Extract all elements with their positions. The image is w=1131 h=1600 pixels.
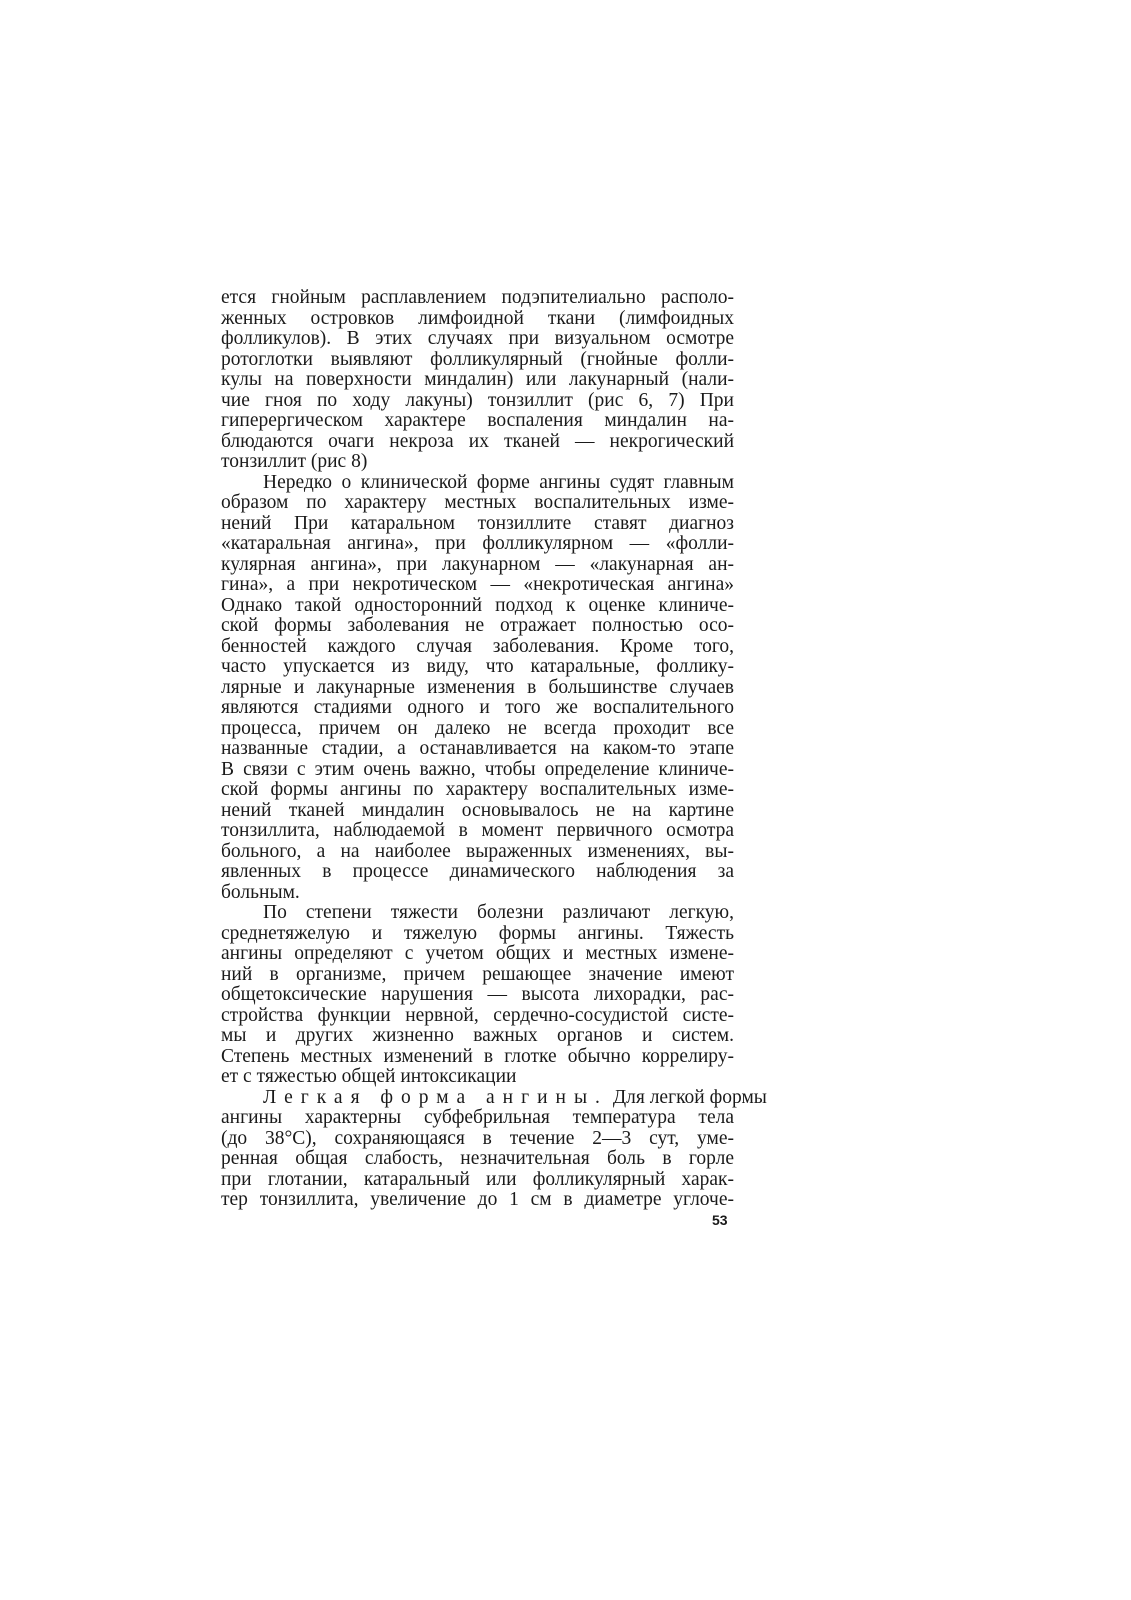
text-line: ской формы ангины по характеру воспалительных изме- <box>221 779 734 800</box>
text-line: явленных в процессе динамического наблюдения за <box>221 861 734 882</box>
text-line: ангины определяют с учетом общих и местных измене- <box>221 943 734 964</box>
text-line: ется гнойным расплавлением подэпителиально располо- <box>221 287 734 308</box>
paragraph <box>221 473 734 904</box>
text-line: являются стадиями одного и того же воспалительного <box>221 697 734 718</box>
text-line: Степень местных изменений в глотке обычно коррелиру- <box>221 1045 734 1067</box>
text-line: Однако такой односторонний подход к оценке клиниче- <box>221 594 734 616</box>
text-line: чие гноя по ходу лакуны) тонзиллит (рис 6, 7) При <box>221 389 734 411</box>
text-line: мы и других жизненно важных органов и систем. <box>221 1025 734 1046</box>
text-line: бенностей каждого случая заболевания. Кроме того, <box>221 635 734 657</box>
text-line: больного, а на наиболее выраженных изменениях, вы- <box>221 840 734 862</box>
text-line: названные стадии, а останавливается на каком-то этапе <box>221 738 734 759</box>
text-line: тер тонзиллита, увеличение до 1 см в диаметре углоче- <box>221 1189 734 1210</box>
text-line: Нередко о клинической форме ангины судят главным <box>263 471 734 493</box>
text-line: (до 38°С), сохраняющаяся в течение 2—3 сут, уме- <box>221 1127 734 1149</box>
text-line: тонзиллит (рис 8) <box>221 451 368 472</box>
paragraph <box>221 288 734 473</box>
text-line: ний в организме, причем решающее значение имеют <box>221 963 734 985</box>
text-line: кулы на поверхности миндалин) или лакунарный (нали- <box>221 369 734 390</box>
text-line: По степени тяжести болезни различают легкую, <box>263 902 734 923</box>
text-line: стройства функции нервной, сердечно-сосудистой систе- <box>221 1004 734 1026</box>
section-heading-spaced: Легкая форма ангины. <box>263 1086 608 1108</box>
text-line: кулярная ангина», при лакунарном — «лакунарная ан- <box>221 553 734 575</box>
text-line: общетоксические нарушения — высота лихорадки, рас- <box>221 984 734 1005</box>
paragraph-light-form <box>221 1086 767 1211</box>
text-line: «катаральная ангина», при фолликулярном — «фолли- <box>221 533 734 554</box>
text-line: фолликулов). В этих случаях при визуальном осмотре <box>221 328 734 349</box>
text-line: нений При катаральном тонзиллите ставят диагноз <box>221 512 734 534</box>
text-line: гина», а при некротическом — «некротическая ангина» <box>221 574 734 595</box>
text-line: лярные и лакунарные изменения в большинстве случаев <box>221 676 734 698</box>
text-line: больным. <box>221 881 300 903</box>
text-line: тонзиллита, наблюдаемой в момент первичного осмотра <box>221 820 734 841</box>
text-line: ангины характерны субфебрильная температура тела <box>221 1107 734 1128</box>
text-line: В связи с этим очень важно, чтобы определение клиниче- <box>221 758 734 780</box>
text-line: при глотании, катаральный или фолликулярный харак- <box>221 1168 734 1190</box>
text-line: среднетяжелую и тяжелую формы ангины. Тяжесть <box>221 922 734 944</box>
text-line: женных островков лимфоидной ткани (лимфоидных <box>221 307 734 329</box>
body-text <box>221 287 767 1211</box>
text-line <box>221 1086 767 1109</box>
page-number: 53 <box>712 1212 728 1228</box>
text-line: нений тканей миндалин основывалось не на картине <box>221 799 734 821</box>
text-line: ской формы заболевания не отражает полностью осо- <box>221 615 734 636</box>
text-line: образом по характеру местных воспалительных изме- <box>221 492 734 513</box>
heading-line-rest: Для легкой формы <box>612 1086 767 1108</box>
paragraph <box>221 903 734 1088</box>
text-line: гиперергическом характере воспаления миндалин на- <box>221 410 734 431</box>
text-line: ет с тяжестью общей интоксикации <box>221 1066 517 1087</box>
text-line: процесса, причем он далеко не всегда проходит все <box>221 717 734 739</box>
text-line: ротоглотки выявляют фолликулярный (гнойные фолли- <box>221 348 734 370</box>
text-line: часто упускается из виду, что катаральные, фоллику- <box>221 656 734 677</box>
text-line: блюдаются очаги некроза их тканей — некрогический <box>221 430 734 452</box>
text-line: ренная общая слабость, незначительная боль в горле <box>221 1148 734 1169</box>
